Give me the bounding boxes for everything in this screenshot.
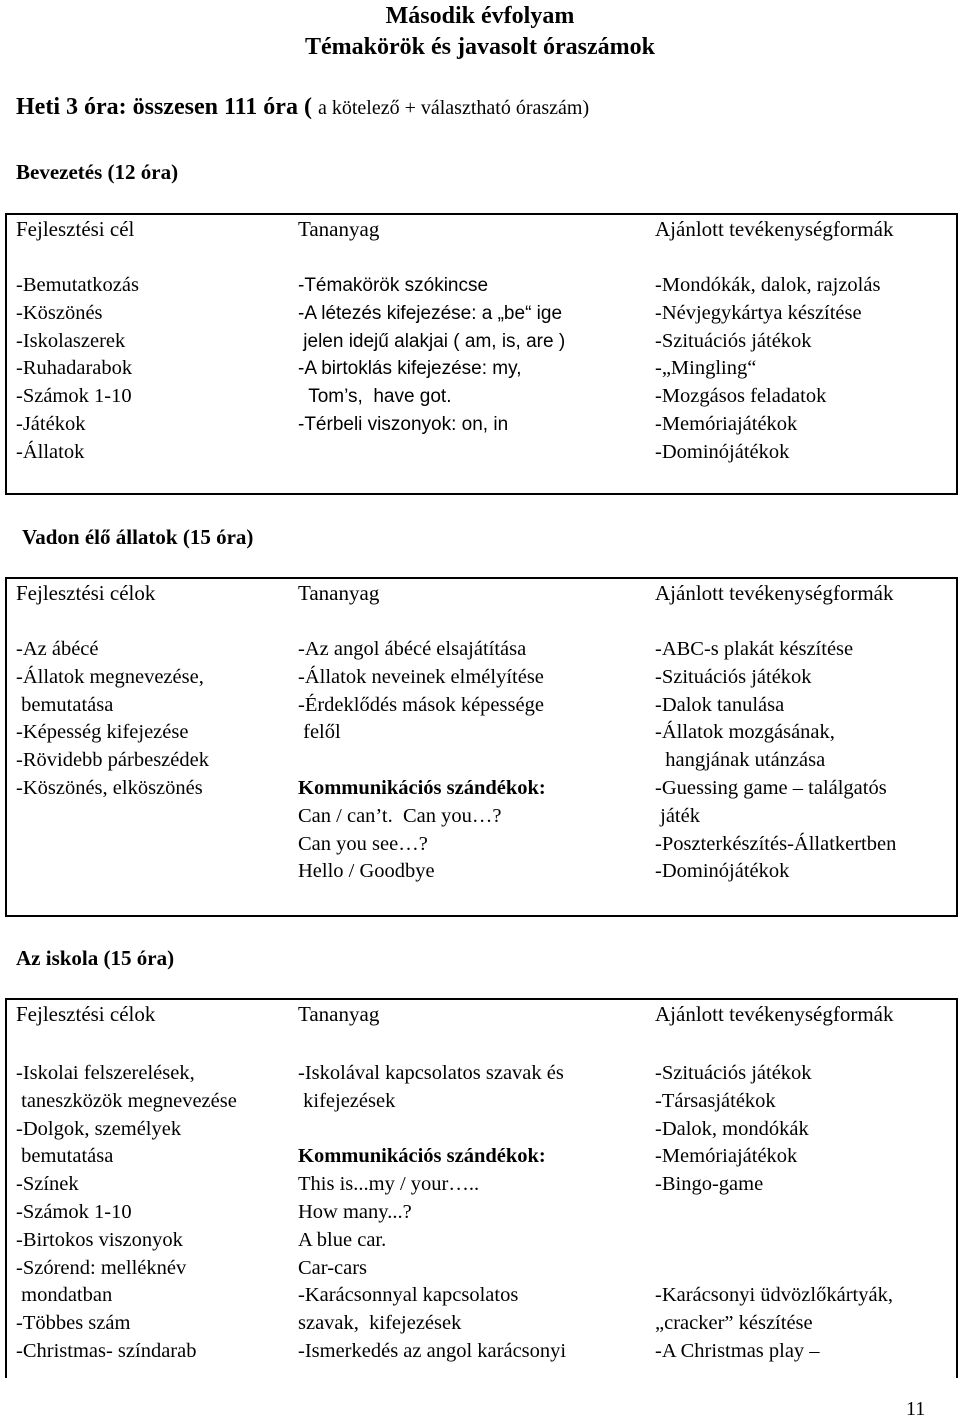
table-cell-line: jelen idejű alakjai ( am, is, are ) <box>298 330 566 352</box>
table-cell-line: -Társasjátékok <box>655 1089 776 1112</box>
table-cell-line: -Névjegykártya készítése <box>655 301 862 324</box>
column-tevekenysegformak <box>655 636 896 886</box>
table-cell-line: Hello / Goodbye <box>298 860 435 883</box>
table-cell-line: -Dalok tanulása <box>655 693 785 716</box>
table-cell-line: Kommunikációs szándékok: <box>298 776 546 799</box>
table-cell-line: -Szórend: melléknév <box>16 1256 187 1279</box>
table-cell-line: taneszközök megnevezése <box>16 1089 237 1112</box>
table-cell-line: szavak, kifejezések <box>298 1312 462 1335</box>
table-cell-line: -Guessing game – találgatós <box>655 776 887 799</box>
table-cell-line: -Mozgásos feladatok <box>655 385 827 408</box>
table-cell-line: -Érdeklődés mások képessége <box>298 693 544 716</box>
weekly-hours-note: a kötelező + választható óraszám) <box>317 97 590 119</box>
table-cell-line: -Dominójátékok <box>655 860 790 883</box>
table-cell-line: mondatban <box>16 1284 113 1307</box>
table-cell-line: -Számok 1-10 <box>16 385 132 408</box>
table-cell-line: Car-cars <box>298 1256 368 1279</box>
table-cell-line: -Rövidebb párbeszédek <box>16 749 209 772</box>
table-cell-line: -Karácsonnyal kapcsolatos <box>298 1284 519 1307</box>
column-header-fejlesztesi-celok: Fejlesztési célok <box>16 1002 156 1026</box>
table-cell-line: bemutatása <box>16 1145 114 1168</box>
column-fejlesztesi-celok <box>16 636 209 803</box>
table-cell-line: -Iskolával kapcsolatos szavak és <box>298 1062 564 1084</box>
table-cell-line: -Az angol ábécé elsajátítása <box>298 638 527 660</box>
table-cell-line: -Többes szám <box>16 1312 131 1335</box>
table-cell-line: -Állatok <box>16 440 85 463</box>
table-cell-line: -Christmas- színdarab <box>16 1339 197 1362</box>
table-cell-line: -Állatok megnevezése, <box>16 665 204 688</box>
column-tananyag <box>298 636 546 886</box>
column-header-fejlesztesi-cel: Fejlesztési cél <box>16 217 135 241</box>
table-cell-line <box>655 1227 893 1255</box>
column-tananyag <box>298 1060 566 1366</box>
table-cell-line: This is...my / your….. <box>298 1173 480 1196</box>
table-cell-line: -Szituációs játékok <box>655 665 812 688</box>
table-cell-line: -A birtoklás kifejezése: my, <box>298 358 522 380</box>
table-cell-line: hangjának utánzása <box>655 749 826 772</box>
column-header-tananyag: Tananyag <box>298 1002 380 1026</box>
table-cell-line: -Szituációs játékok <box>655 1062 812 1084</box>
table-cell-line: -Mondókák, dalok, rajzolás <box>655 274 881 296</box>
table-cell-line: -Karácsonyi üdvözlőkártyák, <box>655 1284 893 1307</box>
table-cell-line: -A létezés kifejezése: a „be“ ige <box>298 302 563 324</box>
column-header-tevekenysegformak: Ajánlott tevékenységformák <box>655 217 894 241</box>
table-cell-line: Kommunikációs szándékok: <box>298 1145 546 1168</box>
table-cell-line: -Térbeli viszonyok: on, in <box>298 413 509 435</box>
table-cell-line: -Színek <box>16 1173 79 1196</box>
section-title-vadon-elo-allatok: Vadon élő állatok (15 óra) <box>22 525 254 549</box>
table-cell-line <box>655 1199 893 1227</box>
table-cell-line: -Ismerkedés az angol karácsonyi <box>298 1339 567 1362</box>
table-cell-line: A blue car. <box>298 1228 387 1251</box>
table-cell-line <box>298 1116 566 1144</box>
section-title-az-iskola: Az iskola (15 óra) <box>16 946 175 970</box>
column-header-tananyag: Tananyag <box>298 217 380 241</box>
table-cell-line: -Játékok <box>16 412 86 435</box>
table-cell-line: -Számok 1-10 <box>16 1200 132 1223</box>
table-cell-line: -Képesség kifejezése <box>16 721 189 744</box>
table-cell-line: -Dolgok, személyek <box>16 1117 182 1140</box>
table-cell-line: -Iskolai felszerelések, <box>16 1062 195 1084</box>
table-cell-line: kifejezések <box>298 1089 396 1112</box>
table-cell-line: -Ruhadarabok <box>16 357 133 380</box>
table-cell-line: felől <box>298 721 341 744</box>
column-header-tevekenysegformak: Ajánlott tevékenységformák <box>655 581 894 605</box>
table-cell-line: -Bingo-game <box>655 1173 764 1196</box>
page-number: 11 <box>906 1398 926 1420</box>
column-tevekenysegformak <box>655 1060 893 1366</box>
weekly-hours-main: Heti 3 óra: összesen 111 óra ( <box>16 94 318 120</box>
table-cell-line: -Köszönés <box>16 301 103 324</box>
table-cell-line <box>298 747 546 775</box>
table-cell-line: -Az ábécé <box>16 638 99 660</box>
document-title: Második évfolyam <box>385 3 575 29</box>
table-cell-line: bemutatása <box>16 693 114 716</box>
table-cell-line: How many...? <box>298 1200 412 1223</box>
table-cell-line: -Memóriajátékok <box>655 412 798 435</box>
table-cell-line: „cracker” készítése <box>655 1312 813 1335</box>
table-cell-line: -ABC-s plakát készítése <box>655 638 854 660</box>
table-cell-line: -Állatok neveinek elmélyítése <box>298 665 544 688</box>
column-header-tananyag: Tananyag <box>298 581 380 605</box>
table-cell-line: -Dominójátékok <box>655 440 790 463</box>
table-cell-line <box>655 1255 893 1283</box>
table-cell-line: -Témakörök szókincse <box>298 275 489 296</box>
column-tananyag <box>298 272 565 439</box>
table-cell-line: -Poszterkészítés-Állatkertben <box>655 832 897 855</box>
table-cell-line: -Állatok mozgásának, <box>655 721 835 744</box>
table-cell-line: -Memóriajátékok <box>655 1145 798 1168</box>
column-header-tevekenysegformak: Ajánlott tevékenységformák <box>655 1002 894 1026</box>
table-cell-line: -Köszönés, elköszönés <box>16 776 203 799</box>
column-header-fejlesztesi-celok: Fejlesztési célok <box>16 581 156 605</box>
column-fejlesztesi-cel <box>16 272 139 467</box>
table-cell-line: Can / can’t. Can you…? <box>298 804 502 827</box>
table-cell-line: -Dalok, mondókák <box>655 1117 809 1140</box>
table-cell-line: -„Mingling“ <box>655 357 757 380</box>
document-subtitle: Témakörök és javasolt óraszámok <box>305 34 655 60</box>
table-cell-line: Tom’s, have got. <box>298 386 452 408</box>
table-cell-line: játék <box>655 804 700 827</box>
weekly-hours-heading <box>16 94 589 121</box>
table-cell-line: -Bemutatkozás <box>16 274 139 296</box>
table-cell-line: -Birtokos viszonyok <box>16 1228 183 1251</box>
table-cell-line: Can you see…? <box>298 832 428 855</box>
column-fejlesztesi-celok <box>16 1060 237 1366</box>
table-cell-line: -A Christmas play – <box>655 1339 820 1362</box>
section-title-bevezetes: Bevezetés (12 óra) <box>16 160 179 184</box>
table-cell-line: -Szituációs játékok <box>655 329 812 352</box>
table-cell-line: -Iskolaszerek <box>16 329 126 352</box>
column-tevekenysegformak <box>655 272 880 467</box>
